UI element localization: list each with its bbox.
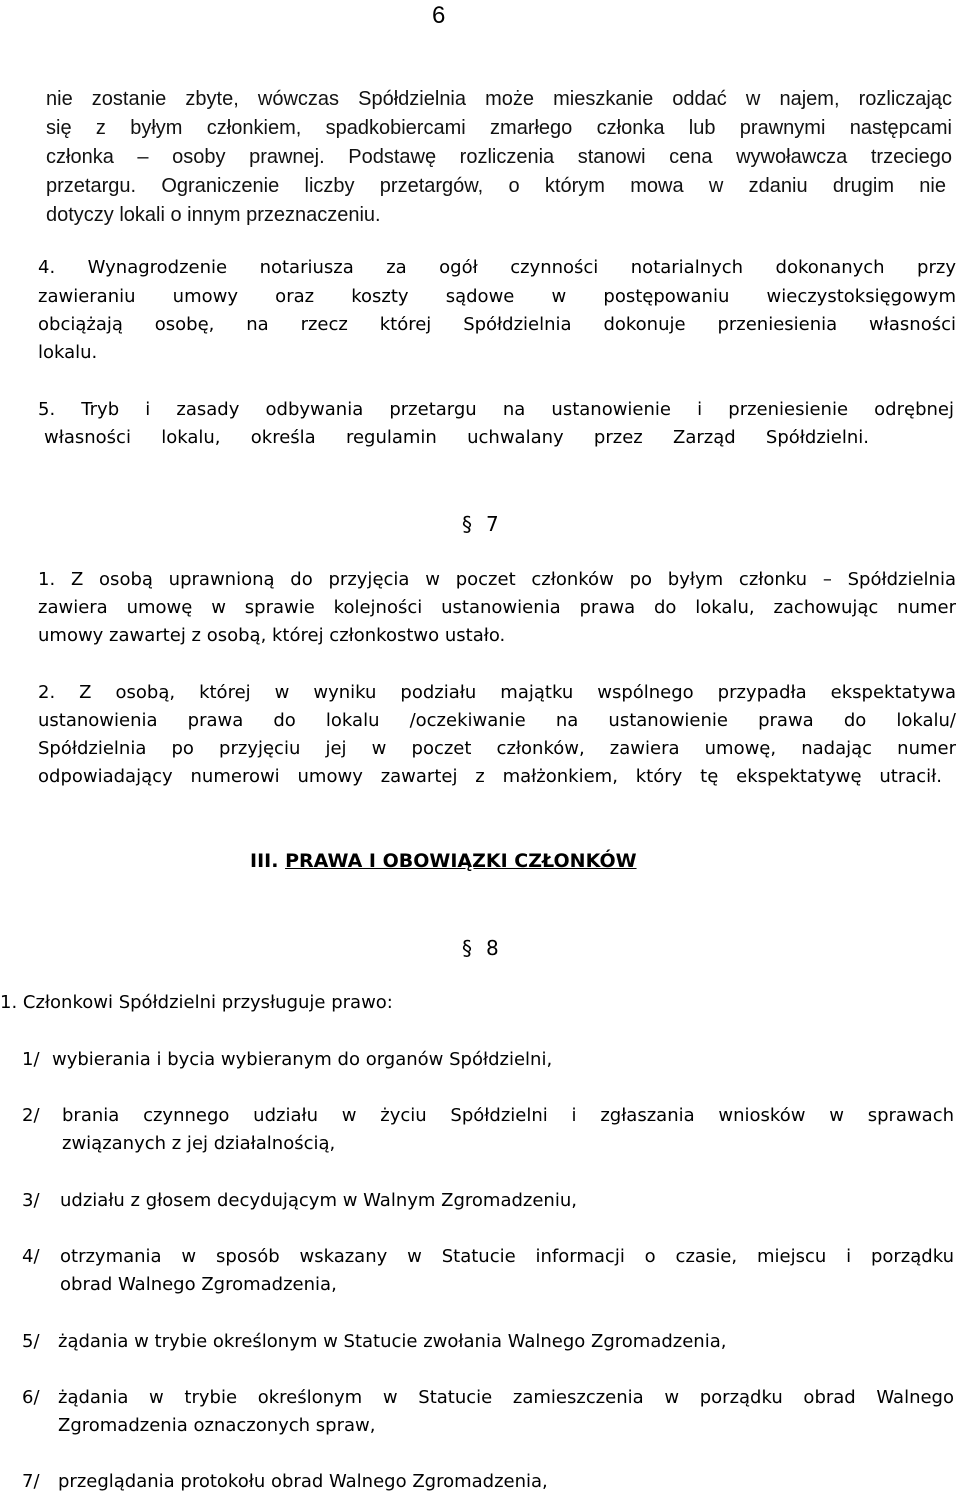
- section-number-8: 8: [486, 936, 499, 960]
- point-4-line: lokalu.: [38, 342, 98, 363]
- list-item-text: żądania w trybie określonym w Statucie zamieszczenia w porządku obrad Walnego: [58, 1389, 954, 1408]
- section-sign-8: §: [462, 936, 472, 960]
- list-item-text: przeglądania protokołu obrad Walnego Zgromadzenia,: [58, 1471, 548, 1492]
- page-number: 6: [432, 2, 446, 29]
- chapter-heading: [250, 852, 637, 871]
- section-7-paragraph-2-line: odpowiadający numerowi umowy zawartej z małżonkiem, który tę ekspektatywę utracił.: [38, 768, 942, 787]
- paragraph-line: się z byłym członkiem, spadkobiercami zmarłego członka lub prawnymi następcami: [46, 118, 952, 139]
- list-item-text: związanych z jej działalnością,: [62, 1133, 336, 1154]
- point-4-line: zawieraniu umowy oraz koszty sądowe w postępowaniu wieczystoksięgowym: [38, 288, 956, 307]
- list-item-number: 6/: [22, 1387, 40, 1408]
- list-item-number: 5/: [22, 1331, 40, 1352]
- chapter-numeral: III.: [250, 850, 279, 872]
- list-item-text: Zgromadzenia oznaczonych spraw,: [58, 1415, 376, 1436]
- section-8-intro: 1. Członkowi Spółdzielni przysługuje prawo:: [0, 992, 393, 1013]
- section-7-paragraph-2-line: 2. Z osobą, której w wyniku podziału majątku wspólnego przypadła ekspektatywa: [38, 684, 956, 703]
- section-7-paragraph-1-line: 1. Z osobą uprawnioną do przyjęcia w poczet członków po byłym członku – Spółdzielnia: [38, 571, 956, 590]
- list-item-number: 2/: [22, 1105, 40, 1126]
- section-number-7: 7: [486, 512, 499, 536]
- point-5-line: 5. Tryb i zasady odbywania przetargu na ustanowienie i przeniesienie odrębnej: [38, 401, 954, 420]
- paragraph-line: dotyczy lokali o innym przeznaczeniu.: [46, 204, 381, 226]
- point-4-line: 4. Wynagrodzenie notariusza za ogół czynności notarialnych dokonanych przy: [38, 259, 956, 278]
- chapter-title: PRAWA I OBOWIĄZKI CZŁONKÓW: [285, 850, 637, 872]
- section-7-paragraph-1-line: zawiera umowę w sprawie kolejności ustanowienia prawa do lokalu, zachowując numer: [38, 599, 956, 618]
- section-7-paragraph-2-line: ustanowienia prawa do lokalu /oczekiwanie na ustanowienie prawa do lokalu/: [38, 712, 956, 731]
- section-sign-7: §: [462, 512, 472, 536]
- point-5-line: własności lokalu, określa regulamin uchwalany przez Zarząd Spółdzielni.: [44, 429, 869, 448]
- point-4-line: obciążają osobę, na rzecz której Spółdzielnia dokonuje przeniesienia własności: [38, 316, 956, 335]
- list-item-number: 4/: [22, 1246, 40, 1267]
- list-item-number: 7/: [22, 1471, 40, 1492]
- list-item-text: otrzymania w sposób wskazany w Statucie informacji o czasie, miejscu i porządku: [60, 1248, 954, 1267]
- list-item-number: 1/: [22, 1049, 40, 1070]
- list-item-number: 3/: [22, 1190, 40, 1211]
- list-item-text: wybierania i bycia wybieranym do organów Spółdzielni,: [52, 1049, 553, 1070]
- list-item-text: udziału z głosem decydującym w Walnym Zgromadzeniu,: [60, 1190, 577, 1211]
- section-7-paragraph-2-line: Spółdzielnia po przyjęciu jej w poczet członków, zawiera umowę, nadając numer: [38, 740, 956, 759]
- paragraph-line: nie zostanie zbyte, wówczas Spółdzielnia może mieszkanie oddać w najem, rozliczając: [46, 89, 952, 110]
- section-7-paragraph-1-line: umowy zawartej z osobą, której członkostwo ustało.: [38, 625, 506, 646]
- paragraph-line: przetargu. Ograniczenie liczby przetargów, o którym mowa w zdaniu drugim nie: [46, 176, 946, 197]
- list-item-text: obrad Walnego Zgromadzenia,: [60, 1274, 337, 1295]
- list-item-text: żądania w trybie określonym w Statucie zwołania Walnego Zgromadzenia,: [58, 1331, 727, 1352]
- list-item-text: brania czynnego udziału w życiu Spółdzielni i zgłaszania wniosków w sprawach: [62, 1107, 954, 1126]
- paragraph-line: członka – osoby prawnej. Podstawę rozliczenia stanowi cena wywoławcza trzeciego: [46, 147, 952, 168]
